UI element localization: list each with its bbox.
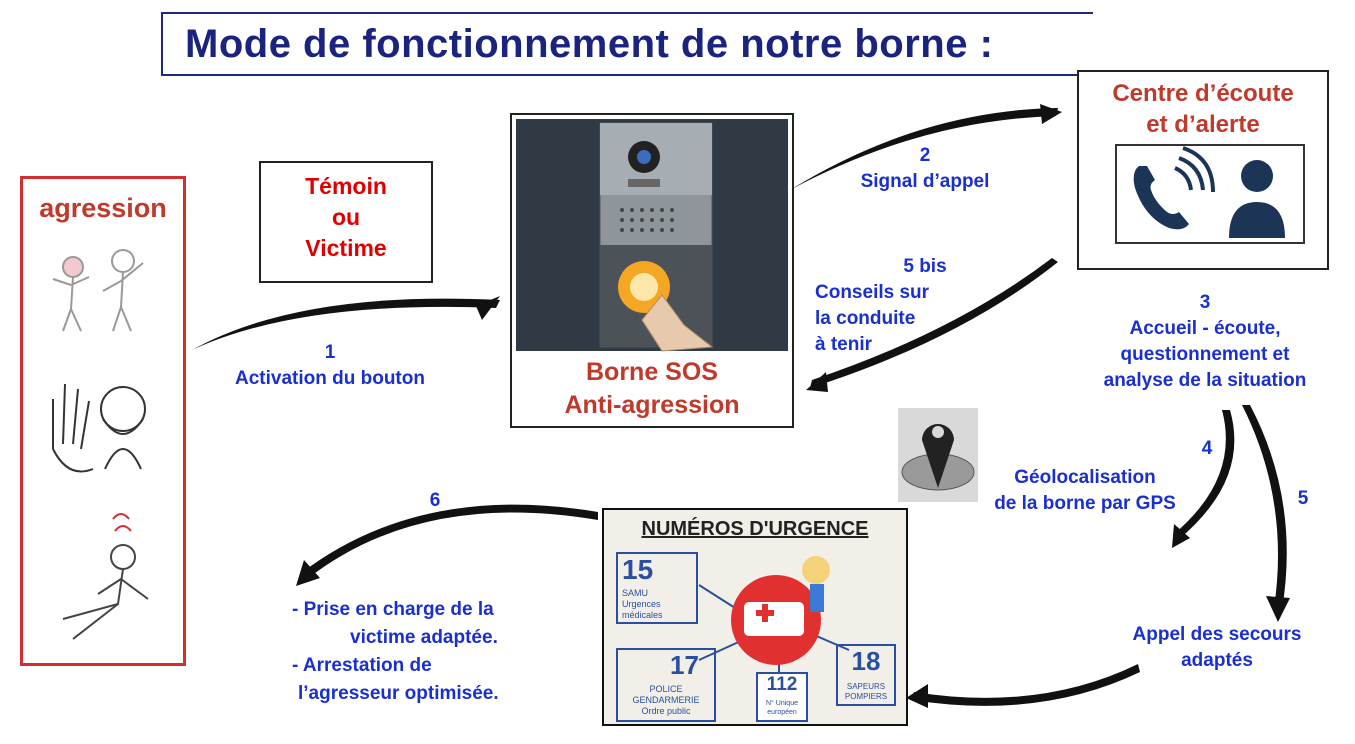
- step-1-number: 1: [324, 342, 336, 363]
- step-3-line-3: analyse de la situation: [1103, 370, 1307, 391]
- step-6-line-1: - Prise en charge de la: [292, 599, 494, 620]
- step-4-number: 4: [1201, 438, 1213, 459]
- agression-label: agression: [39, 193, 167, 223]
- temoin-line-3: Victime: [305, 235, 387, 261]
- geo-line-2: de la borne par GPS: [994, 493, 1176, 514]
- samu-line-1: SAMU: [622, 588, 649, 598]
- borne-label-2: Anti-agression: [564, 391, 740, 419]
- step-2-text: Signal d’appel: [860, 171, 990, 192]
- appel-line-2: adaptés: [1181, 650, 1253, 671]
- step-6-line-3: - Arrestation de: [292, 655, 432, 676]
- step-5bis-line-2: la conduite: [815, 308, 916, 329]
- step-5bis-line-1: Conseils sur: [815, 282, 930, 303]
- euro-line-1: N° Unique: [766, 700, 798, 707]
- step-1-text: Activation du bouton: [235, 368, 425, 389]
- police-line-1: POLICE: [649, 684, 683, 694]
- arrow-5: [1242, 405, 1287, 610]
- step-2-number: 2: [919, 145, 931, 166]
- borne-label-1: Borne SOS: [586, 358, 718, 386]
- step-6-number: 6: [429, 490, 441, 511]
- temoin-line-1: Témoin: [305, 173, 387, 199]
- pompiers-line-2: POMPIERS: [844, 692, 888, 701]
- step-5bis-line-3: à tenir: [815, 334, 873, 355]
- arrow-6: [300, 505, 598, 580]
- centre-label-2: et d’alerte: [1146, 111, 1260, 138]
- samu-line-2: Urgences: [622, 599, 661, 609]
- geo-line-1: Géolocalisation: [1014, 467, 1156, 488]
- euro-line-2: européen: [767, 709, 797, 716]
- police-number: 17: [670, 650, 699, 680]
- step-6-line-4: l’agresseur optimisée.: [298, 683, 499, 704]
- step-3-line-2: questionnement et: [1120, 344, 1290, 365]
- samu-line-3: médicales: [622, 610, 663, 620]
- step-6-line-2: victime adaptée.: [350, 627, 498, 648]
- centre-label-1: Centre d’écoute: [1112, 80, 1294, 107]
- step-3-number: 3: [1199, 292, 1211, 313]
- police-line-3: Ordre public: [641, 706, 691, 716]
- euro-number: 112: [766, 674, 798, 695]
- pompiers-number: 18: [851, 646, 881, 676]
- step-3-line-1: Accueil - écoute,: [1129, 318, 1281, 339]
- police-line-2: GENDARMERIE: [632, 695, 700, 705]
- appel-line-1: Appel des secours: [1132, 624, 1302, 645]
- temoin-line-2: ou: [331, 204, 361, 230]
- urgence-title: NUMÉROS D'URGENCE: [641, 518, 869, 540]
- page-title: Mode de fonctionnement de notre borne :: [185, 22, 994, 66]
- step-5bis-number: 5 bis: [903, 256, 947, 277]
- pompiers-line-1: SAPEURS: [846, 682, 886, 691]
- step-5-number: 5: [1297, 488, 1309, 509]
- samu-number: 15: [622, 554, 654, 585]
